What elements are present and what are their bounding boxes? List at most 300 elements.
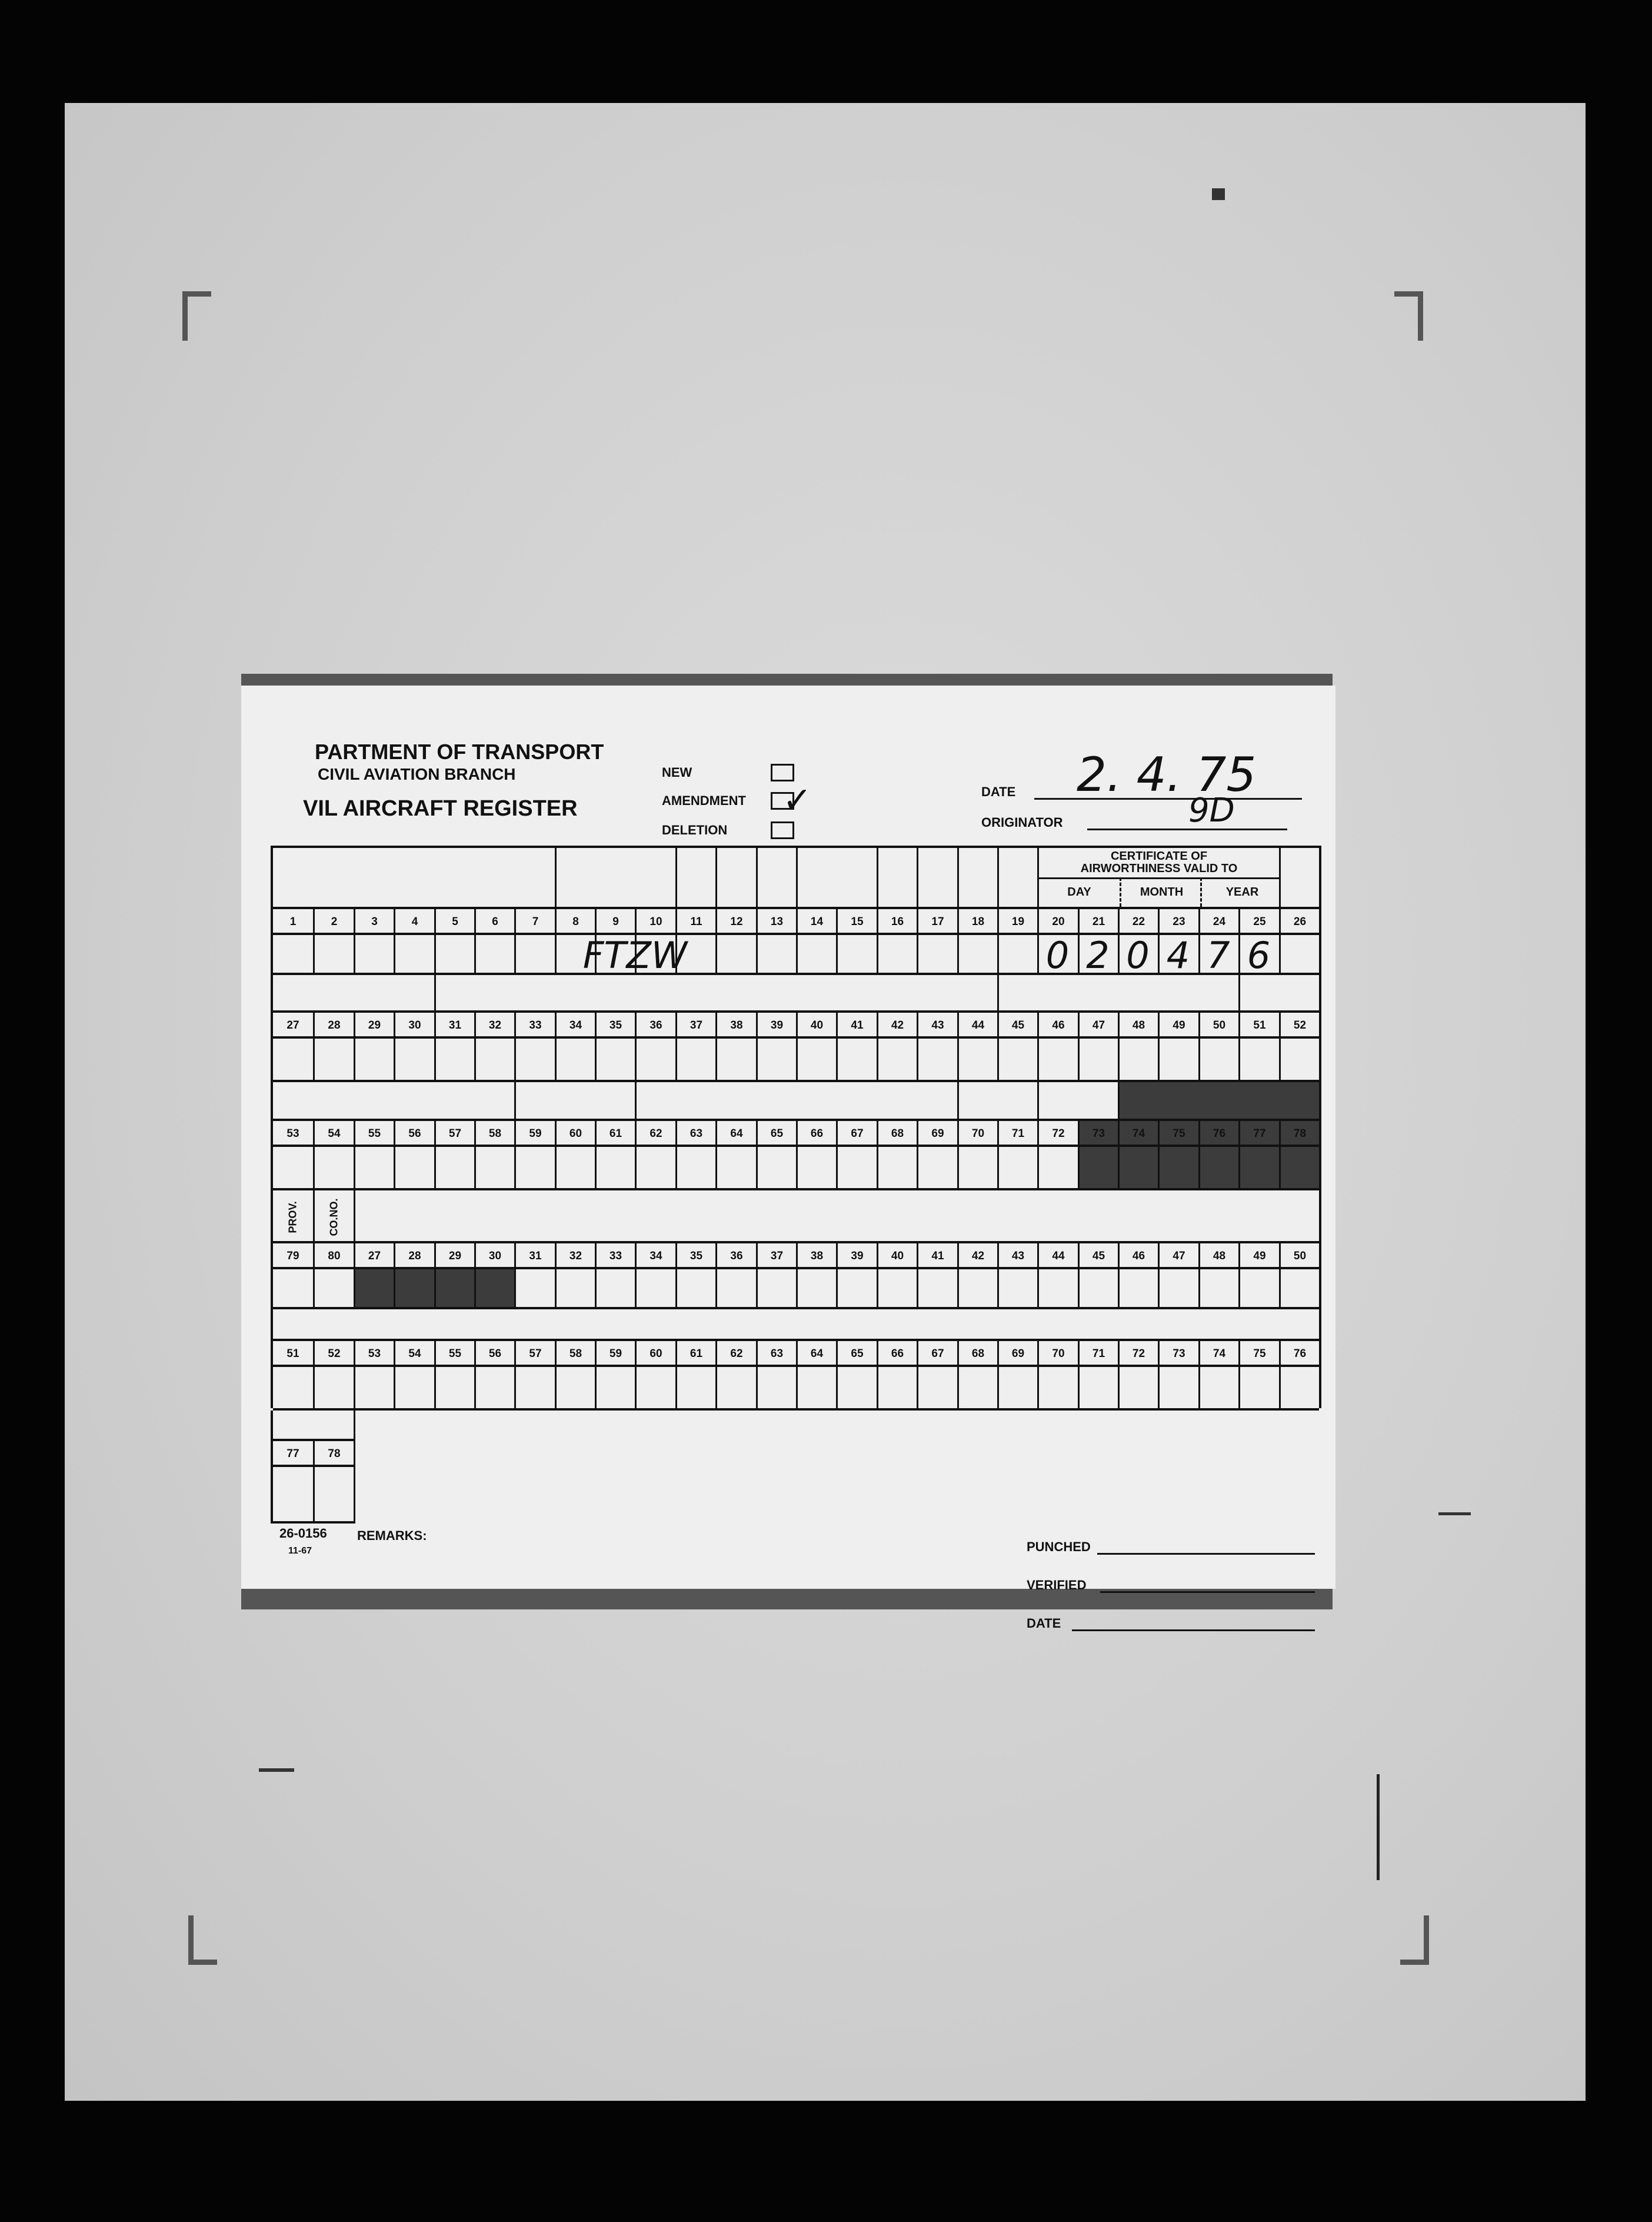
entry-cell[interactable] <box>917 1269 957 1309</box>
column-number: 76 <box>1198 1121 1238 1147</box>
entry-cell[interactable] <box>354 1367 394 1411</box>
entry-cell[interactable] <box>635 1039 675 1082</box>
speck <box>1212 188 1225 200</box>
speck <box>259 1768 294 1772</box>
column-number: 65 <box>836 1341 877 1367</box>
entry-cell[interactable] <box>796 1367 836 1411</box>
column-number: 20 <box>1037 909 1078 935</box>
margin-line <box>1377 1774 1380 1880</box>
entry-cell[interactable] <box>1158 1147 1198 1190</box>
entry-cell[interactable] <box>715 1269 756 1309</box>
date-value: 2. 4. 75 <box>1077 747 1257 802</box>
entry-cell[interactable] <box>394 935 434 975</box>
column-number: 41 <box>836 1013 877 1039</box>
column-number: 30 <box>474 1243 514 1269</box>
entry-cell[interactable] <box>1118 1039 1158 1082</box>
column-number: 58 <box>474 1121 514 1147</box>
entry-cell[interactable] <box>514 1367 555 1411</box>
entry-cell[interactable] <box>555 1147 595 1190</box>
column-number: 52 <box>313 1341 354 1367</box>
column-number: 55 <box>354 1121 394 1147</box>
column-number: 19 <box>997 909 1037 935</box>
entry-cell[interactable] <box>756 1039 796 1082</box>
entry-cell[interactable] <box>1198 1367 1238 1411</box>
column-number: 21 <box>1078 909 1118 935</box>
entry-cell[interactable] <box>715 1367 756 1411</box>
entry-cell[interactable] <box>434 1367 474 1411</box>
cert-digit: 0 <box>1045 933 1070 977</box>
entry-cell[interactable] <box>313 1467 354 1524</box>
entry-cell[interactable] <box>877 1039 917 1082</box>
markings-value: FTZW <box>582 933 688 977</box>
column-number: 69 <box>997 1341 1037 1367</box>
entry-cell[interactable] <box>1037 1039 1078 1082</box>
column-number: 61 <box>595 1121 635 1147</box>
entry-cell[interactable] <box>555 1367 595 1411</box>
remarks-number-row <box>273 1439 354 1467</box>
column-number: 71 <box>997 1121 1037 1147</box>
column-number: 75 <box>1238 1341 1279 1367</box>
entry-cell[interactable] <box>836 935 877 975</box>
owner-name-address-header-2 <box>273 1309 1319 1341</box>
entry-cell[interactable] <box>1037 1269 1078 1309</box>
entry-cell[interactable] <box>394 1367 434 1411</box>
entry-cell[interactable] <box>1279 1367 1319 1411</box>
column-number: 26 <box>1279 909 1319 935</box>
entry-cell[interactable] <box>997 935 1037 975</box>
column-number: 15 <box>836 909 877 935</box>
column-number: 48 <box>1118 1013 1158 1039</box>
column-number: 8 <box>555 909 595 935</box>
entry-cell[interactable] <box>313 935 354 975</box>
entry-cell[interactable] <box>1198 1147 1238 1190</box>
department-title: PARTMENT OF TRANSPORT <box>315 740 604 764</box>
entry-cell[interactable] <box>1279 935 1319 975</box>
column-number: 62 <box>715 1341 756 1367</box>
column-number: 77 <box>287 1448 299 1460</box>
entry-cell[interactable] <box>997 1147 1037 1190</box>
cert-year-header: YEAR <box>1200 877 1283 907</box>
column-number: 69 <box>917 1121 957 1147</box>
column-number: 9 <box>595 909 635 935</box>
entry-cell[interactable] <box>595 1147 635 1190</box>
entry-cell[interactable] <box>997 1367 1037 1411</box>
entry-cell[interactable] <box>1158 1039 1198 1082</box>
sequence-code-header <box>273 848 555 907</box>
entry-cell[interactable] <box>595 1269 635 1309</box>
column-number: 52 <box>1279 1013 1319 1039</box>
column-number: 68 <box>877 1121 917 1147</box>
column-number: 43 <box>997 1243 1037 1269</box>
column-number: 7 <box>514 909 555 935</box>
register-title: VIL AIRCRAFT REGISTER <box>303 796 578 821</box>
entry-cell[interactable] <box>354 1147 394 1190</box>
cert-digit: 0 <box>1126 933 1150 977</box>
year-imported-header <box>1037 1082 1118 1121</box>
entry-cell[interactable] <box>514 1269 555 1309</box>
number-row <box>273 1119 1319 1147</box>
column-number: 38 <box>796 1243 836 1269</box>
entry-cell[interactable] <box>514 1147 555 1190</box>
column-number: 53 <box>287 1127 299 1140</box>
column-number: 33 <box>595 1243 635 1269</box>
entry-cell[interactable] <box>917 935 957 975</box>
column-number: 36 <box>715 1243 756 1269</box>
column-number: 67 <box>836 1121 877 1147</box>
entry-cell[interactable] <box>796 1039 836 1082</box>
number-row <box>273 1339 1319 1367</box>
entry-cell[interactable] <box>1078 1269 1118 1309</box>
crop-mark-top-right <box>1394 291 1423 341</box>
entry-cell[interactable] <box>514 935 555 975</box>
remarks-row <box>273 1408 1319 1521</box>
entry-cell[interactable] <box>434 1039 474 1082</box>
entry-cell[interactable] <box>474 1039 514 1082</box>
column-number: 78 <box>1279 1121 1319 1147</box>
column-number: 4 <box>394 909 434 935</box>
column-number: 47 <box>1158 1243 1198 1269</box>
column-number: 61 <box>675 1341 715 1367</box>
verified-label: VERIFIED <box>1027 1578 1087 1592</box>
signoff-date-line <box>1072 1629 1315 1631</box>
column-number: 56 <box>394 1121 434 1147</box>
column-number: 37 <box>756 1243 796 1269</box>
entry-cell[interactable] <box>1158 1367 1198 1411</box>
type-approval-header <box>635 1082 957 1121</box>
column-number: 77 <box>1238 1121 1279 1147</box>
entry-cell[interactable] <box>434 935 474 975</box>
entry-cell[interactable] <box>273 935 313 975</box>
column-number: 70 <box>957 1121 997 1147</box>
column-number: 60 <box>635 1341 675 1367</box>
entry-cell[interactable] <box>434 1269 474 1309</box>
entry-cell[interactable] <box>796 1147 836 1190</box>
entry-row <box>273 1267 1319 1309</box>
column-number: 54 <box>313 1121 354 1147</box>
originator-line <box>1087 829 1287 830</box>
header-row-3 <box>273 1080 1319 1121</box>
column-number: 23 <box>1158 909 1198 935</box>
column-number: 35 <box>675 1243 715 1269</box>
entry-cell[interactable] <box>1118 1269 1158 1309</box>
entry-cell[interactable] <box>1238 1367 1279 1411</box>
entry-cell[interactable] <box>635 1269 675 1309</box>
column-number: 13 <box>756 909 796 935</box>
entry-cell[interactable] <box>354 1269 394 1309</box>
entry-cell[interactable] <box>273 1367 313 1411</box>
column-number: 34 <box>555 1013 595 1039</box>
entry-cell[interactable] <box>675 1147 715 1190</box>
amendment-check-mark: ✓ <box>782 780 812 821</box>
engine-mfg-header <box>957 1082 1037 1121</box>
column-number: 31 <box>434 1013 474 1039</box>
spacer-cell <box>675 848 715 907</box>
entry-cell[interactable] <box>394 1147 434 1190</box>
column-number: 2 <box>313 909 354 935</box>
entry-cell[interactable] <box>1158 1269 1198 1309</box>
number-row <box>273 1241 1319 1269</box>
entry-cell[interactable] <box>836 1147 877 1190</box>
column-number: 33 <box>514 1013 555 1039</box>
column-number: 73 <box>1158 1341 1198 1367</box>
entry-cell[interactable] <box>877 935 917 975</box>
column-number: 48 <box>1198 1243 1238 1269</box>
entry-cell[interactable] <box>514 1039 555 1082</box>
column-number: 28 <box>313 1013 354 1039</box>
entry-cell[interactable] <box>997 1039 1037 1082</box>
cert-month-header: MONTH <box>1120 877 1202 907</box>
entry-cell[interactable] <box>1279 1039 1319 1082</box>
entry-cell[interactable] <box>1238 1269 1279 1309</box>
company-no-header <box>313 1190 354 1243</box>
column-number: 18 <box>957 909 997 935</box>
entry-cell[interactable] <box>474 1147 514 1190</box>
entry-cell[interactable] <box>877 1367 917 1411</box>
new-checkbox[interactable] <box>771 764 794 781</box>
column-number: 46 <box>1118 1243 1158 1269</box>
entry-cell[interactable] <box>1078 1039 1118 1082</box>
column-number: 3 <box>354 909 394 935</box>
column-number: 43 <box>917 1013 957 1039</box>
cert-digit: 7 <box>1207 933 1230 977</box>
register-card <box>241 686 1335 1631</box>
column-number: 49 <box>1158 1013 1198 1039</box>
form-number: 26-0156 <box>279 1526 327 1541</box>
column-number: 37 <box>675 1013 715 1039</box>
entry-cell[interactable] <box>273 1467 313 1524</box>
entry-cell[interactable] <box>675 1039 715 1082</box>
header-row-2 <box>273 973 1319 1013</box>
column-number: 10 <box>635 909 675 935</box>
entry-cell[interactable] <box>313 1269 354 1309</box>
column-number: 74 <box>1118 1121 1158 1147</box>
column-number: 40 <box>796 1013 836 1039</box>
header-row-4 <box>273 1188 1319 1243</box>
entry-cell[interactable] <box>877 1147 917 1190</box>
entry-cell[interactable] <box>957 1147 997 1190</box>
entry-row <box>273 1145 1319 1190</box>
column-number: 71 <box>1078 1341 1118 1367</box>
entry-cell[interactable] <box>1118 1367 1158 1411</box>
entry-cell[interactable] <box>917 1367 957 1411</box>
engines-header <box>957 848 997 907</box>
entry-cell[interactable] <box>715 935 756 975</box>
column-number: 34 <box>635 1243 675 1269</box>
column-number: 65 <box>756 1121 796 1147</box>
entry-cell[interactable] <box>1198 1269 1238 1309</box>
column-number: 44 <box>957 1013 997 1039</box>
column-number: 22 <box>1118 909 1158 935</box>
entry-cell[interactable] <box>555 1269 595 1309</box>
column-number: 64 <box>796 1341 836 1367</box>
column-number: 51 <box>287 1348 299 1360</box>
airworthiness-title: CERTIFICATE OF AIRWORTHINESS VALID TO <box>1039 848 1279 879</box>
entry-cell[interactable] <box>273 1147 313 1190</box>
column-number: 63 <box>756 1341 796 1367</box>
entry-cell[interactable] <box>1078 1367 1118 1411</box>
entry-cell[interactable] <box>715 1147 756 1190</box>
entry-cell[interactable] <box>756 935 796 975</box>
number-row <box>273 907 1319 935</box>
column-number: 75 <box>1158 1121 1198 1147</box>
column-number: 53 <box>354 1341 394 1367</box>
entry-cell[interactable] <box>917 1039 957 1082</box>
entry-cell[interactable] <box>313 1367 354 1411</box>
column-number: 80 <box>313 1243 354 1269</box>
crop-mark-bottom-left <box>188 1915 217 1965</box>
entry-cell[interactable] <box>796 935 836 975</box>
entry-cell[interactable] <box>595 1367 635 1411</box>
entry-cell[interactable] <box>474 1367 514 1411</box>
markings-header <box>555 848 675 907</box>
cert-digit: 6 <box>1247 933 1271 977</box>
deletion-checkbox[interactable] <box>771 821 794 839</box>
entry-cell[interactable] <box>715 1039 756 1082</box>
entry-cell[interactable] <box>1238 1039 1279 1082</box>
remarks-entry-row <box>273 1465 354 1524</box>
entry-cell[interactable] <box>1078 1147 1118 1190</box>
cert-digit: 2 <box>1086 933 1110 977</box>
entry-cell[interactable] <box>635 1367 675 1411</box>
column-number: 66 <box>877 1341 917 1367</box>
entry-cell[interactable] <box>836 1269 877 1309</box>
column-number: 32 <box>474 1013 514 1039</box>
column-number: 39 <box>836 1243 877 1269</box>
entry-cell[interactable] <box>1279 1269 1319 1309</box>
entry-cell[interactable] <box>555 1039 595 1082</box>
column-number: 74 <box>1198 1341 1238 1367</box>
column-number: 70 <box>1037 1341 1078 1367</box>
entry-cell[interactable] <box>1238 1147 1279 1190</box>
entry-cell[interactable] <box>595 1039 635 1082</box>
sea-ski-header <box>877 848 917 907</box>
column-number: 46 <box>1037 1013 1078 1039</box>
entry-cell[interactable] <box>394 1039 434 1082</box>
column-number: 1 <box>289 916 297 928</box>
column-number: 45 <box>1078 1243 1118 1269</box>
entry-row <box>273 1365 1319 1411</box>
speck <box>1438 1512 1471 1515</box>
column-number: 73 <box>1078 1121 1118 1147</box>
column-number: 5 <box>434 909 474 935</box>
mfg-number-header <box>273 1082 514 1121</box>
column-number: 32 <box>555 1243 595 1269</box>
column-number: 39 <box>756 1013 796 1039</box>
entry-cell[interactable] <box>756 1147 796 1190</box>
entry-cell[interactable] <box>1037 1147 1078 1190</box>
entry-cell[interactable] <box>313 1039 354 1082</box>
column-number: 42 <box>877 1013 917 1039</box>
category-header <box>715 848 756 907</box>
entry-cell[interactable] <box>675 1269 715 1309</box>
entry-cell[interactable] <box>917 1147 957 1190</box>
entry-cell[interactable] <box>474 1269 514 1309</box>
entry-cell[interactable] <box>1118 1147 1158 1190</box>
column-number: 78 <box>313 1441 354 1467</box>
entry-cell[interactable] <box>1279 1147 1319 1190</box>
new-label: NEW <box>662 765 692 780</box>
entry-cell[interactable] <box>957 1039 997 1082</box>
entry-cell[interactable] <box>474 935 514 975</box>
column-number: 57 <box>514 1341 555 1367</box>
entry-cell[interactable] <box>957 1269 997 1309</box>
entry-cell[interactable] <box>1198 1039 1238 1082</box>
column-number: 72 <box>1037 1121 1078 1147</box>
entry-cell[interactable] <box>635 1147 675 1190</box>
column-number: 30 <box>394 1013 434 1039</box>
column-number: 36 <box>635 1013 675 1039</box>
country-header <box>756 848 796 907</box>
cert-day-header: DAY <box>1067 885 1091 899</box>
entry-cell[interactable] <box>756 1269 796 1309</box>
entry-cell[interactable] <box>957 1367 997 1411</box>
column-number: 28 <box>394 1243 434 1269</box>
entry-cell[interactable] <box>997 1269 1037 1309</box>
column-number: 64 <box>715 1121 756 1147</box>
column-number: 68 <box>957 1341 997 1367</box>
entry-cell[interactable] <box>836 1367 877 1411</box>
column-number: 35 <box>595 1013 635 1039</box>
gross-weight-header <box>796 848 877 907</box>
entry-cell[interactable] <box>756 1367 796 1411</box>
column-number: 12 <box>715 909 756 935</box>
crop-mark-top-left <box>182 291 211 341</box>
entry-cell[interactable] <box>836 1039 877 1082</box>
column-number: 24 <box>1198 909 1238 935</box>
owner-header <box>273 975 434 1013</box>
entry-cell[interactable] <box>434 1147 474 1190</box>
province-header <box>273 1190 313 1243</box>
model-header <box>997 975 1238 1013</box>
entry-cell[interactable] <box>394 1269 434 1309</box>
column-number: 66 <box>796 1121 836 1147</box>
type-header <box>434 975 997 1013</box>
entry-cell[interactable] <box>877 1269 917 1309</box>
column-number: 59 <box>595 1341 635 1367</box>
column-number: 67 <box>917 1341 957 1367</box>
column-number: 29 <box>354 1013 394 1039</box>
registration-header <box>1279 848 1319 907</box>
column-number: 60 <box>555 1121 595 1147</box>
entry-cell[interactable] <box>354 935 394 975</box>
cert-digit: 4 <box>1166 933 1190 977</box>
column-number: 47 <box>1078 1013 1118 1039</box>
entry-cell[interactable] <box>273 1039 313 1082</box>
entry-cell[interactable] <box>675 1367 715 1411</box>
column-number: 38 <box>715 1013 756 1039</box>
column-number: 17 <box>917 909 957 935</box>
signoff-date-label: DATE <box>1027 1616 1061 1631</box>
remarks-box-column <box>271 1411 355 1524</box>
column-number: 27 <box>354 1243 394 1269</box>
entry-cell[interactable] <box>273 1269 313 1309</box>
entry-row <box>273 1036 1319 1082</box>
entry-cell[interactable] <box>957 935 997 975</box>
column-number: 57 <box>434 1121 474 1147</box>
column-number: 56 <box>474 1341 514 1367</box>
entry-cell[interactable] <box>354 1039 394 1082</box>
column-number: 31 <box>514 1243 555 1269</box>
province-label: PROV. <box>287 1200 299 1233</box>
originator-value: 9D <box>1188 791 1235 830</box>
amendment-label: AMENDMENT <box>662 793 746 808</box>
column-number: 11 <box>675 909 715 935</box>
column-number: 45 <box>997 1013 1037 1039</box>
number-row <box>273 1010 1319 1039</box>
entry-cell[interactable] <box>796 1269 836 1309</box>
entry-cell[interactable] <box>313 1147 354 1190</box>
entry-cell[interactable] <box>1037 1367 1078 1411</box>
